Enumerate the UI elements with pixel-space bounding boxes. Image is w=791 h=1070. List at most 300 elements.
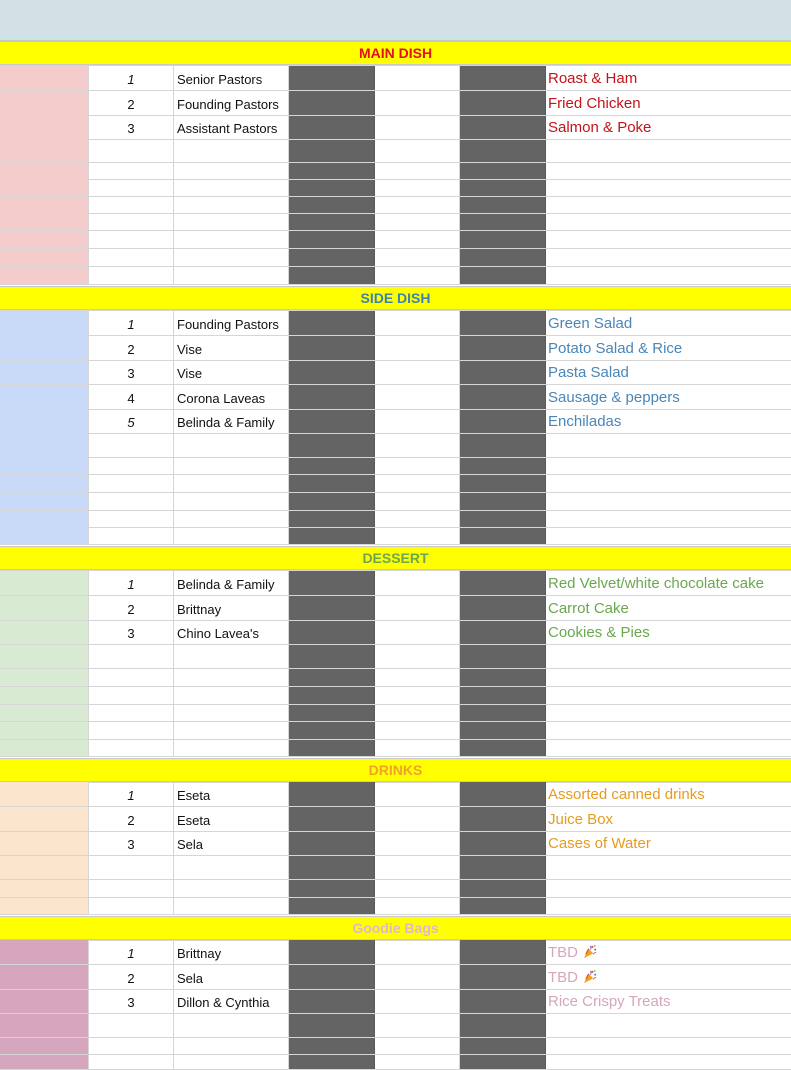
section-color-cell[interactable] <box>0 940 89 964</box>
person-name: Belinda & Family <box>177 415 275 430</box>
item-cell[interactable] <box>546 1014 791 1037</box>
table-row <box>0 410 791 434</box>
row-number-cell[interactable] <box>89 832 174 855</box>
blocked-cell <box>460 807 546 831</box>
item-cell[interactable] <box>546 669 791 686</box>
blocked-cell <box>289 705 375 721</box>
section-color-cell[interactable] <box>0 596 89 620</box>
table-row <box>0 66 791 91</box>
table-row <box>0 596 791 621</box>
section-color-cell[interactable] <box>0 782 89 806</box>
name-cell[interactable] <box>174 621 289 644</box>
blank-cell[interactable] <box>375 116 460 139</box>
item-cell[interactable] <box>546 740 791 756</box>
blank-cell[interactable] <box>375 528 460 544</box>
blank-cell[interactable] <box>375 214 460 230</box>
section-color-cell[interactable] <box>0 267 89 284</box>
section-color-cell[interactable] <box>0 1014 89 1037</box>
blank-cell[interactable] <box>375 1014 460 1037</box>
row-number-cell[interactable] <box>89 669 174 686</box>
name-cell[interactable] <box>174 1014 289 1037</box>
blocked-cell <box>289 231 375 248</box>
section-color-cell[interactable] <box>0 528 89 544</box>
blank-cell[interactable] <box>375 940 460 964</box>
blank-cell[interactable] <box>375 782 460 806</box>
section-color-cell[interactable] <box>0 740 89 756</box>
row-number-cell[interactable] <box>89 311 174 335</box>
blocked-cell <box>289 1014 375 1037</box>
person-name: Founding Pastors <box>177 97 279 112</box>
name-cell[interactable] <box>174 66 289 90</box>
table-row <box>0 311 791 336</box>
blocked-cell <box>460 669 546 686</box>
item-cell[interactable] <box>546 705 791 721</box>
name-cell[interactable] <box>174 336 289 360</box>
person-name: Eseta <box>177 813 211 828</box>
table-row <box>0 832 791 856</box>
section-title: Goodie Bags <box>352 920 439 936</box>
row-number-cell[interactable] <box>89 197 174 213</box>
row-number: 2 <box>127 813 135 828</box>
item-cell[interactable] <box>546 267 791 284</box>
name-cell[interactable] <box>174 249 289 266</box>
row-number-cell[interactable] <box>89 214 174 230</box>
row-number-cell[interactable] <box>89 66 174 90</box>
section-color-cell[interactable] <box>0 458 89 474</box>
name-cell[interactable] <box>174 385 289 409</box>
table-row <box>0 571 791 596</box>
blank-cell[interactable] <box>375 990 460 1013</box>
name-cell[interactable] <box>174 458 289 474</box>
row-number: 1 <box>127 72 135 87</box>
row-number-cell[interactable] <box>89 361 174 384</box>
blank-cell[interactable] <box>375 687 460 704</box>
blank-cell[interactable] <box>375 722 460 739</box>
row-number-cell[interactable] <box>89 898 174 914</box>
row-number-cell[interactable] <box>89 116 174 139</box>
blocked-cell <box>289 66 375 90</box>
blocked-cell <box>289 1038 375 1054</box>
blank-cell[interactable] <box>375 410 460 433</box>
blank-cell[interactable] <box>375 163 460 179</box>
person-name: Chino Lavea's <box>177 626 259 641</box>
item-cell[interactable] <box>546 596 791 620</box>
name-cell[interactable] <box>174 493 289 510</box>
table-row <box>0 140 791 163</box>
item-cell[interactable] <box>546 722 791 739</box>
blank-cell[interactable] <box>375 511 460 527</box>
blank-cell[interactable] <box>375 66 460 90</box>
row-number-cell[interactable] <box>89 880 174 897</box>
section-color-cell[interactable] <box>0 807 89 831</box>
item-cell[interactable] <box>546 940 791 964</box>
item-cell[interactable] <box>546 458 791 474</box>
blocked-cell <box>460 645 546 668</box>
item-cell[interactable] <box>546 163 791 179</box>
row-number-cell[interactable] <box>89 434 174 457</box>
item-cell[interactable] <box>546 990 791 1013</box>
row-number-cell[interactable] <box>89 705 174 721</box>
row-number: 1 <box>127 317 135 332</box>
item-text: Cookies & Pies <box>548 624 650 641</box>
item-entry <box>548 969 598 986</box>
item-cell[interactable] <box>546 180 791 196</box>
name-cell[interactable] <box>174 410 289 433</box>
blank-cell[interactable] <box>375 311 460 335</box>
section-color-cell[interactable] <box>0 116 89 139</box>
blocked-cell <box>289 475 375 492</box>
blocked-cell <box>460 1055 546 1069</box>
blank-cell[interactable] <box>375 249 460 266</box>
blank-cell[interactable] <box>375 832 460 855</box>
blank-cell[interactable] <box>375 880 460 897</box>
item-text: Potato Salad & Rice <box>548 340 683 357</box>
row-number-cell[interactable] <box>89 940 174 964</box>
item-text: TBD <box>548 969 578 986</box>
blocked-cell <box>460 385 546 409</box>
name-cell[interactable] <box>174 311 289 335</box>
name-cell[interactable] <box>174 1055 289 1069</box>
section-color-cell[interactable] <box>0 1055 89 1069</box>
blocked-cell <box>289 645 375 668</box>
blocked-cell <box>460 940 546 964</box>
item-text: Assorted canned drinks <box>548 786 705 803</box>
table-row <box>0 528 791 545</box>
section-color-cell[interactable] <box>0 493 89 510</box>
item-cell[interactable] <box>546 249 791 266</box>
item-cell[interactable] <box>546 214 791 230</box>
section-color-cell[interactable] <box>0 705 89 721</box>
table-row <box>0 782 791 807</box>
row-number-cell[interactable] <box>89 163 174 179</box>
item-cell[interactable] <box>546 311 791 335</box>
blank-cell[interactable] <box>375 571 460 595</box>
blocked-cell <box>460 1014 546 1037</box>
row-number: 2 <box>127 97 135 112</box>
row-number-cell[interactable] <box>89 493 174 510</box>
section-color-cell[interactable] <box>0 475 89 492</box>
section-color-cell[interactable] <box>0 722 89 739</box>
row-number-cell[interactable] <box>89 267 174 284</box>
section-title: SIDE DISH <box>360 290 431 306</box>
name-cell[interactable] <box>174 740 289 756</box>
section-header-side-dish <box>0 286 791 310</box>
name-cell[interactable] <box>174 807 289 831</box>
item-entry <box>548 364 629 381</box>
name-cell[interactable] <box>174 645 289 668</box>
name-cell[interactable] <box>174 880 289 897</box>
item-cell[interactable] <box>546 880 791 897</box>
blocked-cell <box>460 621 546 644</box>
section-header-goodie-bags <box>0 916 791 940</box>
table-row <box>0 458 791 475</box>
item-cell[interactable] <box>546 687 791 704</box>
blank-cell[interactable] <box>375 336 460 360</box>
section-color-cell[interactable] <box>0 163 89 179</box>
blank-cell[interactable] <box>375 458 460 474</box>
party-popper-icon <box>583 944 598 959</box>
row-number: 1 <box>127 788 135 803</box>
section-title: DESSERT <box>362 550 429 566</box>
item-cell[interactable] <box>546 528 791 544</box>
row-number-cell[interactable] <box>89 645 174 668</box>
blocked-cell <box>289 571 375 595</box>
blank-cell[interactable] <box>375 669 460 686</box>
name-cell[interactable] <box>174 434 289 457</box>
name-cell[interactable] <box>174 511 289 527</box>
section-color-cell[interactable] <box>0 645 89 668</box>
section-color-cell[interactable] <box>0 990 89 1013</box>
item-cell[interactable] <box>546 434 791 457</box>
name-cell[interactable] <box>174 475 289 492</box>
row-number: 3 <box>127 995 135 1010</box>
item-cell[interactable] <box>546 493 791 510</box>
item-entry <box>548 944 598 961</box>
blank-cell[interactable] <box>375 493 460 510</box>
blank-cell[interactable] <box>375 91 460 115</box>
section-header-dessert <box>0 546 791 570</box>
item-cell[interactable] <box>546 807 791 831</box>
section-color-cell[interactable] <box>0 336 89 360</box>
section-color-cell[interactable] <box>0 231 89 248</box>
name-cell[interactable] <box>174 140 289 162</box>
row-number-cell[interactable] <box>89 1014 174 1037</box>
blocked-cell <box>460 856 546 879</box>
row-number-cell[interactable] <box>89 249 174 266</box>
row-number-cell[interactable] <box>89 91 174 115</box>
item-cell[interactable] <box>546 66 791 90</box>
item-text: Salmon & Poke <box>548 119 652 136</box>
table-row <box>0 336 791 361</box>
name-cell[interactable] <box>174 596 289 620</box>
name-cell[interactable] <box>174 832 289 855</box>
blocked-cell <box>289 740 375 756</box>
row-number-cell[interactable] <box>89 528 174 544</box>
name-cell[interactable] <box>174 782 289 806</box>
row-number-cell[interactable] <box>89 385 174 409</box>
name-cell[interactable] <box>174 180 289 196</box>
item-cell[interactable] <box>546 571 791 595</box>
name-cell[interactable] <box>174 856 289 879</box>
section-color-cell[interactable] <box>0 410 89 433</box>
row-number-cell[interactable] <box>89 231 174 248</box>
blank-cell[interactable] <box>375 140 460 162</box>
blocked-cell <box>460 231 546 248</box>
section-color-cell[interactable] <box>0 965 89 989</box>
item-cell[interactable] <box>546 231 791 248</box>
item-cell[interactable] <box>546 336 791 360</box>
row-number: 1 <box>127 577 135 592</box>
row-number: 4 <box>127 391 135 406</box>
name-cell[interactable] <box>174 197 289 213</box>
name-cell[interactable] <box>174 898 289 914</box>
row-number-cell[interactable] <box>89 990 174 1013</box>
name-cell[interactable] <box>174 571 289 595</box>
blocked-cell <box>289 116 375 139</box>
item-cell[interactable] <box>546 116 791 139</box>
row-number-cell[interactable] <box>89 571 174 595</box>
row-number-cell[interactable] <box>89 740 174 756</box>
section-color-cell[interactable] <box>0 361 89 384</box>
row-number-cell[interactable] <box>89 475 174 492</box>
blank-cell[interactable] <box>375 856 460 879</box>
name-cell[interactable] <box>174 91 289 115</box>
row-number-cell[interactable] <box>89 180 174 196</box>
blank-cell[interactable] <box>375 267 460 284</box>
item-cell[interactable] <box>546 1055 791 1069</box>
blank-cell[interactable] <box>375 361 460 384</box>
blocked-cell <box>460 722 546 739</box>
section-color-cell[interactable] <box>0 621 89 644</box>
item-cell[interactable] <box>546 91 791 115</box>
blank-cell[interactable] <box>375 705 460 721</box>
item-cell[interactable] <box>546 197 791 213</box>
blocked-cell <box>289 410 375 433</box>
row-number-cell[interactable] <box>89 687 174 704</box>
table-row <box>0 687 791 705</box>
name-cell[interactable] <box>174 965 289 989</box>
row-number-cell[interactable] <box>89 140 174 162</box>
blank-cell[interactable] <box>375 475 460 492</box>
person-name: Senior Pastors <box>177 72 263 87</box>
blank-cell[interactable] <box>375 965 460 989</box>
row-number-cell[interactable] <box>89 807 174 831</box>
item-cell[interactable] <box>546 511 791 527</box>
item-cell[interactable] <box>546 645 791 668</box>
section-color-cell[interactable] <box>0 856 89 879</box>
blocked-cell <box>289 458 375 474</box>
blank-cell[interactable] <box>375 231 460 248</box>
blocked-cell <box>460 990 546 1013</box>
blank-cell[interactable] <box>375 1038 460 1054</box>
name-cell[interactable] <box>174 990 289 1013</box>
person-name: Brittnay <box>177 946 222 961</box>
section-color-cell[interactable] <box>0 687 89 704</box>
item-cell[interactable] <box>546 832 791 855</box>
item-cell[interactable] <box>546 410 791 433</box>
section-color-cell[interactable] <box>0 898 89 914</box>
item-cell[interactable] <box>546 898 791 914</box>
blank-cell[interactable] <box>375 645 460 668</box>
row-number-cell[interactable] <box>89 856 174 879</box>
blocked-cell <box>289 140 375 162</box>
blank-cell[interactable] <box>375 621 460 644</box>
blank-cell[interactable] <box>375 1055 460 1069</box>
section-color-cell[interactable] <box>0 832 89 855</box>
item-entry <box>548 786 705 803</box>
row-number-cell[interactable] <box>89 410 174 433</box>
section-color-cell[interactable] <box>0 249 89 266</box>
item-cell[interactable] <box>546 782 791 806</box>
blank-cell[interactable] <box>375 596 460 620</box>
row-number-cell[interactable] <box>89 596 174 620</box>
section-color-cell[interactable] <box>0 434 89 457</box>
blocked-cell <box>460 311 546 335</box>
row-number-cell[interactable] <box>89 336 174 360</box>
blocked-cell <box>289 1055 375 1069</box>
item-cell[interactable] <box>546 475 791 492</box>
table-row <box>0 880 791 898</box>
name-cell[interactable] <box>174 231 289 248</box>
name-cell[interactable] <box>174 705 289 721</box>
item-cell[interactable] <box>546 1038 791 1054</box>
item-cell[interactable] <box>546 856 791 879</box>
row-number-cell[interactable] <box>89 722 174 739</box>
row-number-cell[interactable] <box>89 621 174 644</box>
row-number-cell[interactable] <box>89 965 174 989</box>
blank-cell[interactable] <box>375 197 460 213</box>
row-number-cell[interactable] <box>89 782 174 806</box>
name-cell[interactable] <box>174 361 289 384</box>
row-number: 1 <box>127 946 135 961</box>
section-color-cell[interactable] <box>0 880 89 897</box>
row-number-cell[interactable] <box>89 1038 174 1054</box>
blocked-cell <box>460 740 546 756</box>
name-cell[interactable] <box>174 1038 289 1054</box>
person-name: Corona Laveas <box>177 391 266 406</box>
section-color-cell[interactable] <box>0 197 89 213</box>
section-color-cell[interactable] <box>0 140 89 162</box>
section-color-cell[interactable] <box>0 1038 89 1054</box>
blocked-cell <box>460 687 546 704</box>
section-color-cell[interactable] <box>0 66 89 90</box>
name-cell[interactable] <box>174 214 289 230</box>
item-entry <box>548 340 682 357</box>
name-cell[interactable] <box>174 687 289 704</box>
blank-cell[interactable] <box>375 807 460 831</box>
person-name: Eseta <box>177 788 211 803</box>
blocked-cell <box>289 311 375 335</box>
name-cell[interactable] <box>174 669 289 686</box>
name-cell[interactable] <box>174 940 289 964</box>
name-cell[interactable] <box>174 528 289 544</box>
name-cell[interactable] <box>174 722 289 739</box>
item-cell[interactable] <box>546 385 791 409</box>
section-color-cell[interactable] <box>0 311 89 335</box>
blocked-cell <box>460 571 546 595</box>
section-color-cell[interactable] <box>0 91 89 115</box>
name-cell[interactable] <box>174 163 289 179</box>
item-cell[interactable] <box>546 621 791 644</box>
blank-cell[interactable] <box>375 434 460 457</box>
person-name: Brittnay <box>177 602 222 617</box>
row-number: 3 <box>127 121 135 136</box>
blocked-cell <box>289 249 375 266</box>
item-cell[interactable] <box>546 140 791 162</box>
blank-cell[interactable] <box>375 740 460 756</box>
row-number-cell[interactable] <box>89 1055 174 1069</box>
name-cell[interactable] <box>174 267 289 284</box>
item-cell[interactable] <box>546 361 791 384</box>
blank-cell[interactable] <box>375 180 460 196</box>
section-color-cell[interactable] <box>0 180 89 196</box>
name-cell[interactable] <box>174 116 289 139</box>
section-color-cell[interactable] <box>0 571 89 595</box>
section-color-cell[interactable] <box>0 669 89 686</box>
table-row <box>0 214 791 231</box>
blocked-cell <box>460 267 546 284</box>
blocked-cell <box>460 528 546 544</box>
section-color-cell[interactable] <box>0 385 89 409</box>
item-cell[interactable] <box>546 965 791 989</box>
person-name: Dillon & Cynthia <box>177 995 270 1010</box>
blank-cell[interactable] <box>375 898 460 914</box>
section-color-cell[interactable] <box>0 511 89 527</box>
row-number-cell[interactable] <box>89 511 174 527</box>
row-number-cell[interactable] <box>89 458 174 474</box>
section-color-cell[interactable] <box>0 214 89 230</box>
blank-cell[interactable] <box>375 385 460 409</box>
